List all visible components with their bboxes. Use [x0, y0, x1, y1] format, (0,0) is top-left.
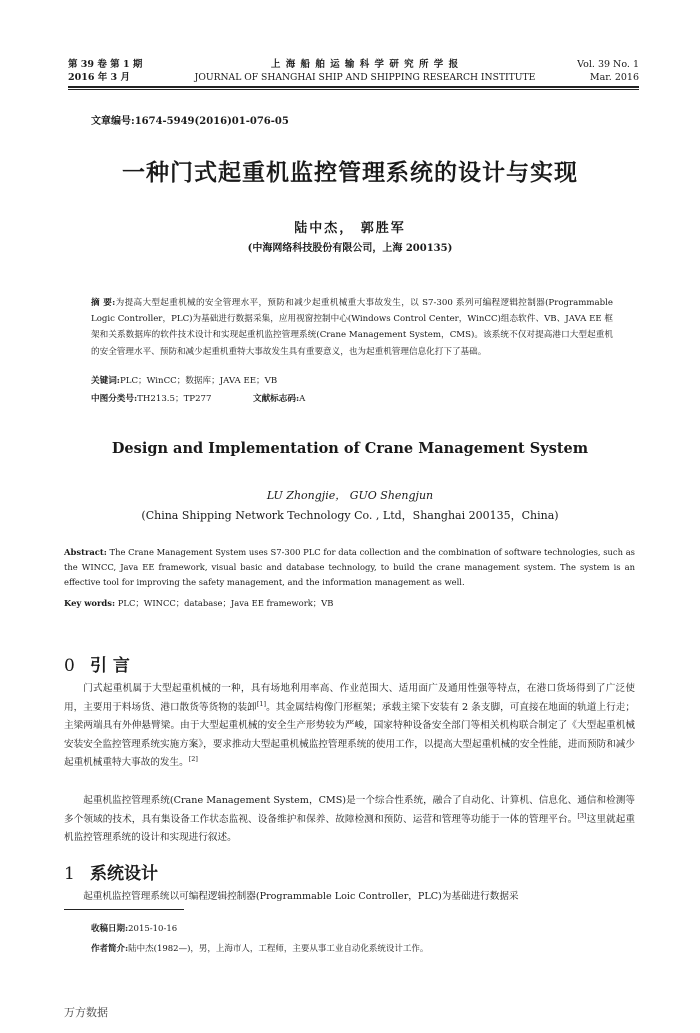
title-en: Design and Implementation of Crane Management System	[111, 440, 589, 457]
classification-label: 中图分类号:	[91, 394, 138, 404]
author-bio-label: 作者简介:	[91, 944, 129, 954]
header-rule	[68, 86, 639, 88]
abstract-en-text: The Crane Management System uses S7-300 PLC for data collection and the combination of software technologies, such as the WINCC, Java EE framework, visual basic and database technology, to build the crane management system. The system is an effective tool for improving the safety management, and the information management as well.	[64, 547, 635, 587]
header-volume-cn: 第 39 卷 第 1 期	[68, 59, 143, 70]
section-0-number: 0	[64, 656, 75, 676]
article-number: 文章编号:1674-5949(2016)01-076-05	[91, 116, 289, 127]
abstract-cn-label: 摘 要:	[91, 298, 116, 308]
affiliation-en: (China Shipping Network Technology Co. , Ltd，Shanghai 200135，China)	[141, 509, 559, 522]
abstract-en-label: Abstract:	[64, 547, 107, 557]
section-0-title: 引 言	[90, 656, 130, 676]
doc-code-label: 文献标志码:	[252, 394, 300, 404]
section-1-heading	[64, 859, 158, 884]
header-rule-thin	[68, 89, 639, 90]
citation-2: [2]	[188, 755, 198, 764]
received-label: 收稿日期:	[91, 924, 129, 934]
section-0-heading	[64, 651, 130, 676]
citation-1: [1]	[256, 699, 267, 708]
keywords-cn-text: PLC；WinCC；数据库；JAVA EE；VB	[119, 376, 278, 386]
abstract-cn	[91, 295, 613, 360]
header-journal-cn: 上 海 船 舶 运 输 科 学 研 究 所 学 报	[270, 59, 460, 70]
citation-3: [3]	[577, 811, 587, 820]
footnote-author	[91, 942, 428, 956]
footnote-received	[91, 922, 177, 936]
abstract-cn-text: 为提高大型起重机械的安全管理水平，预防和减少起重机械重大事故发生，以 S7-300 系列可编程逻辑控制器(Programmable Logic Controller，PLC)为基础进行数据采集，应用视窗控制中心(Windows Control Center，WinCC)组态软件、VB、JAVA EE 框架和关系数据库的软件技术设计和实现起重机监控管理系统(Crane Management System，CMS)。该系统不仅对提高港口大型起重机的安全管理水平、预防和减少起重机重特大事故发生具有重要意义，也为起重机管理信息化打下了基础。	[91, 298, 613, 357]
keywords-cn	[91, 374, 277, 388]
title-cn: 一种门式起重机监控管理系统的设计与实现	[122, 159, 578, 186]
section-0-paragraph-2	[64, 792, 635, 848]
header-date-en: Mar. 2016	[589, 72, 639, 83]
watermark: 万方数据	[64, 1006, 108, 1019]
authors-en: LU Zhongjie， GUO Shengjun	[266, 489, 434, 502]
section-0-paragraph-1	[64, 680, 635, 773]
section-0-p1-text: 门式起重机属于大型起重机械的一种，具有场地利用率高、作业范围大、适用面广及通用性强等特点，在港口货场得到了广泛使用，主要用于料场货、港口散货等货物的装卸	[64, 683, 635, 713]
classification-line	[91, 392, 305, 406]
received-date: 2015-10-16	[128, 924, 178, 934]
section-1-title: 系统设计	[90, 864, 158, 884]
section-0-p1-text-b: 。其金属结构像门形框架；承载主梁下安装有 2 条支脚，可直接在地面的轨道上行走；主梁两端具有外伸悬臂梁。由于大型起重机械的安全生产形势较为严峻，国家特种设备安全部门等相关机构联合制定了《大型起重机械安装安全监控管理系统实施方案》，要求推动大型起重机械监控管理系统的使用工作，以提高大型起重机械的安全性能，进而预防和减少起重机械重特大事故的发生。	[64, 701, 636, 769]
header-volume-en: Vol. 39 No. 1	[577, 59, 639, 70]
section-1-number: 1	[64, 864, 75, 884]
abstract-en	[64, 545, 635, 589]
classification-code: TH213.5；TP277	[137, 394, 212, 404]
footnote-rule	[64, 909, 184, 910]
header-journal-en: JOURNAL OF SHANGHAI SHIP AND SHIPPING RESEARCH INSTITUTE	[194, 72, 536, 83]
doc-code: A	[299, 394, 306, 404]
keywords-cn-label: 关键词:	[91, 376, 120, 386]
section-0-p2-text-b: 这里就起重机监控管理系统的设计和实现进行叙述。	[64, 813, 636, 844]
header-date-cn: 2016 年 3 月	[68, 72, 130, 83]
keywords-en-label: Key words:	[64, 598, 116, 608]
keywords-en-text: PLC；WINCC；database；Java EE framework；VB	[117, 598, 334, 608]
authors-cn: 陆中杰， 郭胜军	[294, 221, 406, 236]
section-0-p2-text: 起重机监控管理系统(Crane Management System，CMS)是一个综合性系统，融合了自动化、计算机、信息化、通信和检测等多个领域的技术，具有集设备工作状态监视、设备维护和保养、故障检测和预防、运营和管理等功能于一体的管理平台。	[64, 795, 635, 825]
affiliation-cn: (中海网络科技股份有限公司，上海 200135)	[247, 243, 453, 254]
author-bio: 陆中杰(1982—)，男，上海市人，工程师，主要从事工业自动化系统设计工作。	[128, 944, 429, 954]
keywords-en	[64, 596, 333, 610]
section-1-paragraph-1: 起重机监控管理系统以可编程逻辑控制器(Programmable Loic Controller，PLC)为基础进行数据采	[83, 891, 519, 902]
